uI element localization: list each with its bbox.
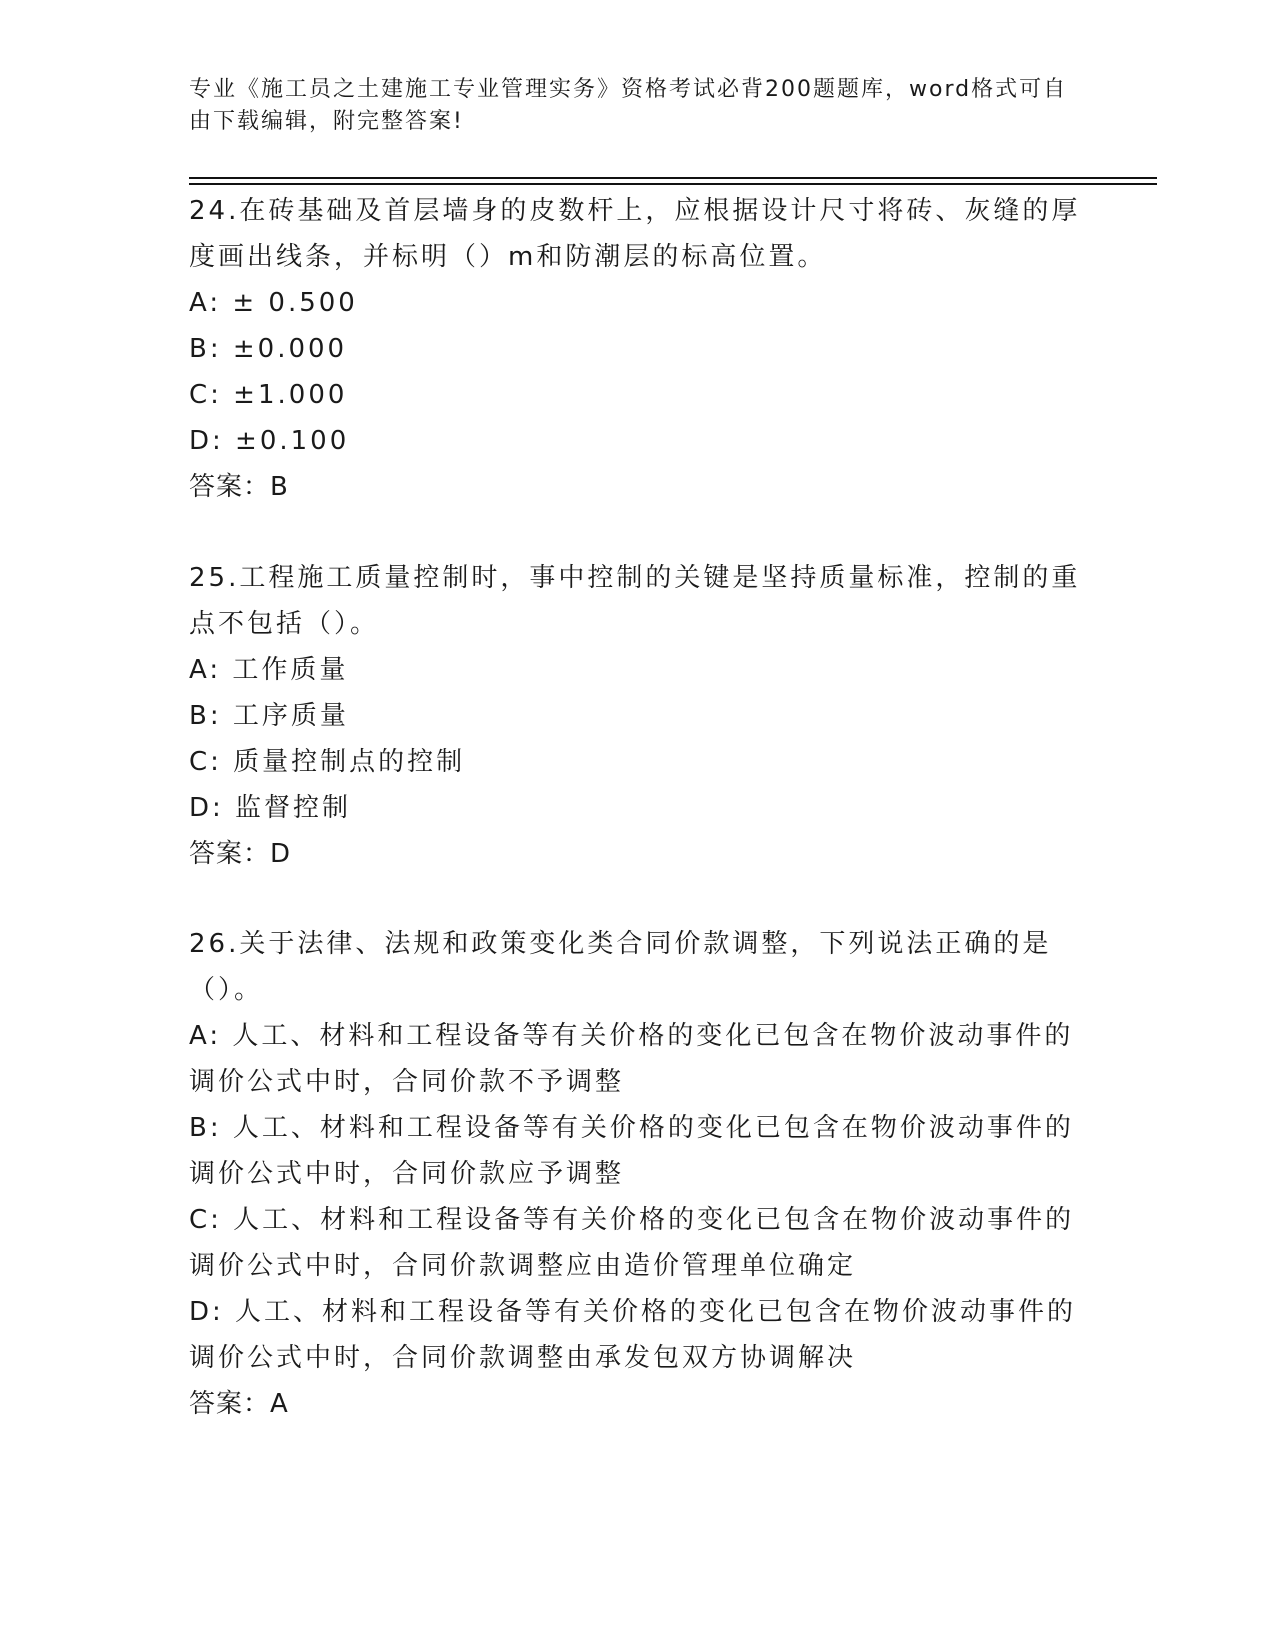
option-b: B: ±0.000 xyxy=(189,334,348,364)
option-c: C: 人工、材料和工程设备等有关价格的变化已包含在物价波动事件的调价公式中时，合同价款调整应由造价管理单位确定 xyxy=(189,1205,1075,1281)
option-c: C: 质量控制点的控制 xyxy=(189,747,466,777)
question-24 xyxy=(189,188,1089,510)
option-list xyxy=(189,1013,1089,1381)
option-b: B: 工序质量 xyxy=(189,701,349,731)
option-d: D: ±0.100 xyxy=(189,426,350,456)
question-26 xyxy=(189,921,1089,1427)
answer-line: 答案：B xyxy=(189,472,289,502)
option-c: C: ±1.000 xyxy=(189,380,348,410)
document-header: 专业《施工员之土建施工专业管理实务》资格考试必背200题题库，word格式可自由下载编辑，附完整答案! xyxy=(189,77,1068,134)
option-list xyxy=(189,647,1089,831)
option-b: B: 人工、材料和工程设备等有关价格的变化已包含在物价波动事件的调价公式中时，合同价款应予调整 xyxy=(189,1113,1074,1189)
question-stem: 26.关于法律、法规和政策变化类合同价款调整，下列说法正确的是（）。 xyxy=(189,929,1052,1005)
option-a: A: ± 0.500 xyxy=(189,288,358,318)
question-stem: 25.工程施工质量控制时，事中控制的关键是坚持质量标准，控制的重点不包括（）。 xyxy=(189,563,1081,639)
option-list xyxy=(189,280,1089,464)
option-d: D: 人工、材料和工程设备等有关价格的变化已包含在物价波动事件的调价公式中时，合同价款调整由承发包双方协调解决 xyxy=(189,1297,1077,1373)
answer-line: 答案：A xyxy=(189,1389,289,1419)
header-divider-top xyxy=(189,177,1157,179)
option-d: D: 监督控制 xyxy=(189,793,352,823)
option-a: A: 工作质量 xyxy=(189,655,349,685)
header-divider-bottom xyxy=(189,183,1157,185)
question-stem: 24.在砖基础及首层墙身的皮数杆上，应根据设计尺寸将砖、灰缝的厚度画出线条，并标明（）m和防潮层的标高位置。 xyxy=(189,196,1081,272)
question-25 xyxy=(189,555,1089,877)
answer-line: 答案：D xyxy=(189,839,292,869)
option-a: A: 人工、材料和工程设备等有关价格的变化已包含在物价波动事件的调价公式中时，合同价款不予调整 xyxy=(189,1021,1074,1097)
